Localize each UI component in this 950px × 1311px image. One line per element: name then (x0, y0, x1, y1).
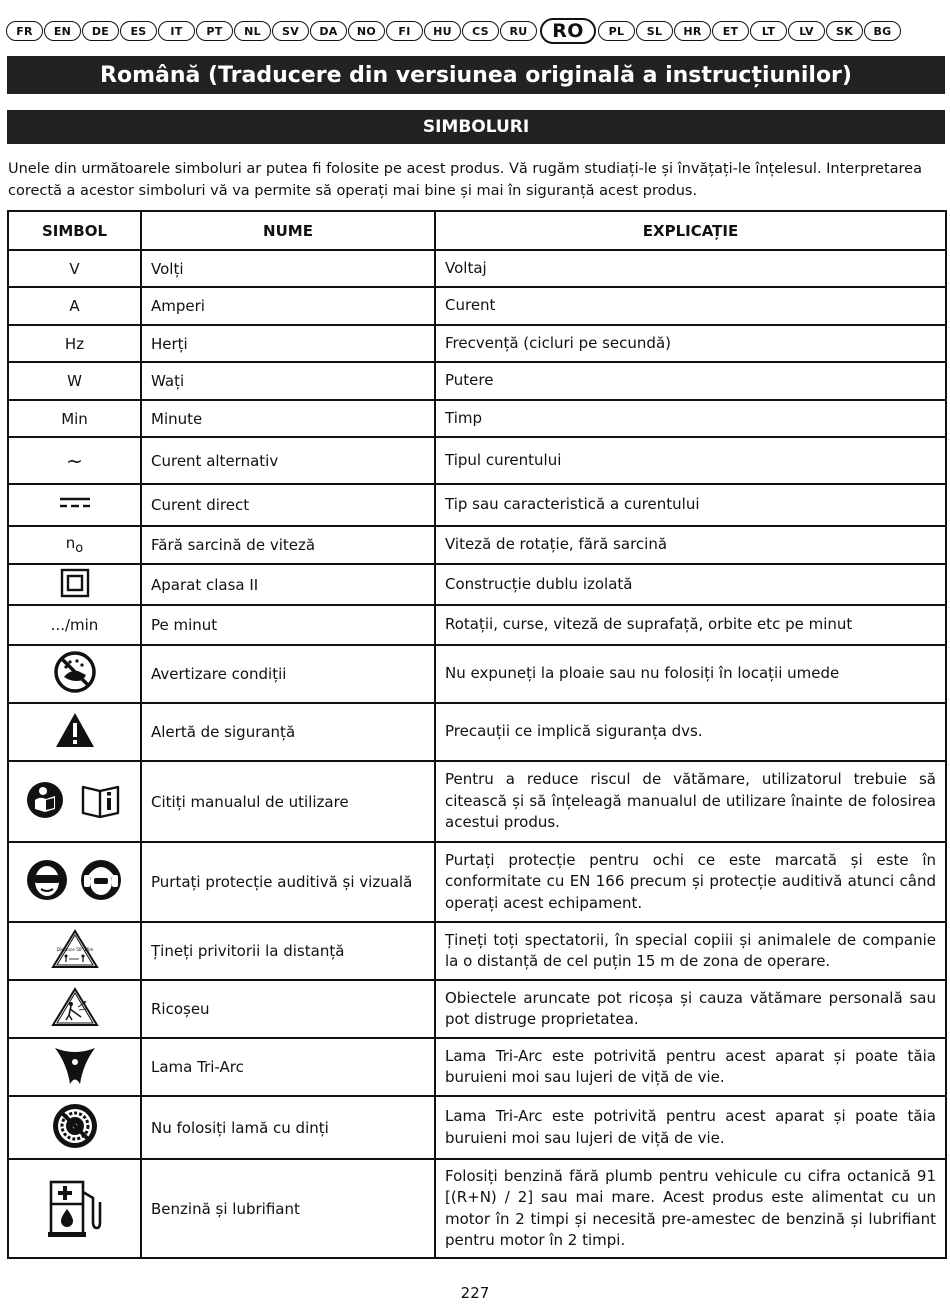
explanation-cell: Curent (435, 287, 946, 325)
symbol-cell (8, 1159, 141, 1258)
lang-lt[interactable]: LT (750, 21, 787, 41)
symbol-cell (8, 980, 141, 1038)
eye-ear-protection-icon (26, 859, 124, 901)
lang-pl[interactable]: PL (598, 21, 635, 41)
symbol-cell (8, 1096, 141, 1159)
name-cell: Lama Tri-Arc (141, 1038, 435, 1096)
warning-triangle-icon (55, 712, 95, 748)
lang-ru[interactable]: RU (500, 21, 537, 41)
lang-en[interactable]: EN (44, 21, 81, 41)
header-explanation: EXPLICAȚIE (435, 211, 946, 250)
table-row (8, 250, 946, 287)
tri-arc-blade-icon (52, 1042, 98, 1088)
no-load-speed-subscript: o (75, 541, 84, 556)
symbol-cell (8, 1038, 141, 1096)
symbol-cell: Min (8, 400, 141, 437)
lang-sv[interactable]: SV (272, 21, 309, 41)
symbol-cell: A (8, 287, 141, 325)
explanation-cell: Precauții ce implică siguranța dvs. (435, 703, 946, 761)
name-cell: Herți (141, 325, 435, 362)
lang-fi[interactable]: FI (386, 21, 423, 41)
explanation-cell: Tipul curentului (435, 437, 946, 484)
name-cell: Țineți privitorii la distanță (141, 922, 435, 980)
lang-de[interactable]: DE (82, 21, 119, 41)
name-cell: Purtați protecție auditivă și vizuală (141, 842, 435, 922)
explanation-cell: Nu expuneți la ploaie sau nu folosiți în locații umede (435, 645, 946, 703)
explanation-cell: Purtați protecție pentru ochi ce este marcată și este în conformitate cu EN 166 precum și protecție auditivă atunci când operați acest echipament. (435, 842, 946, 922)
symbol-cell (8, 703, 141, 761)
table-row (8, 980, 946, 1038)
table-row (8, 362, 946, 400)
explanation-cell: Putere (435, 362, 946, 400)
name-cell: Amperi (141, 287, 435, 325)
read-manual-icon (26, 781, 124, 819)
explanation-cell: Construcție dublu izolată (435, 564, 946, 605)
explanation-cell: Timp (435, 400, 946, 437)
direct-current-icon (58, 495, 92, 511)
no-rain-icon (53, 650, 97, 694)
table-row (8, 526, 946, 564)
explanation-cell: Voltaj (435, 250, 946, 287)
name-cell: Wați (141, 362, 435, 400)
name-cell: Pe minut (141, 605, 435, 645)
name-cell: Volți (141, 250, 435, 287)
table-row (8, 287, 946, 325)
lang-hu[interactable]: HU (424, 21, 461, 41)
symbol-cell (8, 526, 141, 564)
name-cell: Curent direct (141, 484, 435, 526)
symbol-cell: V (8, 250, 141, 287)
table-row (8, 400, 946, 437)
explanation-cell: Frecvență (cicluri pe secundă) (435, 325, 946, 362)
symbols-table (7, 210, 947, 1259)
symbol-cell: W (8, 362, 141, 400)
explanation-cell: Pentru a reduce riscul de vătămare, utilizatorul trebuie să citească și să înțeleagă manualul de utilizare înainte de folosirea acestui produs. (435, 761, 946, 842)
lang-lv[interactable]: LV (788, 21, 825, 41)
lang-nl[interactable]: NL (234, 21, 271, 41)
symbol-cell (8, 761, 141, 842)
explanation-cell: Folosiți benzină fără plumb pentru vehicule cu cifra octanică 91 [(R+N) / 2] sau mai mare. Acest produs este alimentat cu un motor în 2 timpi și necesită pre-amestec de benzină și lubrifiant pentru motor în 2 timpi. (435, 1159, 946, 1258)
name-cell: Ricoșeu (141, 980, 435, 1038)
name-cell: Aparat clasa II (141, 564, 435, 605)
header-name: NUME (141, 211, 435, 250)
page-title: Română (Traducere din versiunea originală a instrucțiunilor) (7, 56, 945, 94)
name-cell: Curent alternativ (141, 437, 435, 484)
lang-sl[interactable]: SL (636, 21, 673, 41)
language-selector (6, 18, 946, 44)
class-ii-icon (60, 568, 90, 598)
lang-bg[interactable]: BG (864, 21, 901, 41)
no-load-speed-symbol: n (65, 534, 76, 552)
symbol-cell: ~ (8, 437, 141, 484)
table-row (8, 922, 946, 980)
header-symbol: SIMBOL (8, 211, 141, 250)
table-row (8, 484, 946, 526)
symbol-cell (8, 842, 141, 922)
lang-es[interactable]: ES (120, 21, 157, 41)
lang-da[interactable]: DA (310, 21, 347, 41)
lang-ro-active[interactable]: RO (540, 18, 596, 44)
explanation-cell: Lama Tri-Arc este potrivită pentru acest aparat și poate tăia buruieni moi sau lujeri de viță de vie. (435, 1096, 946, 1159)
explanation-cell: Rotații, curse, viteză de suprafață, orbite etc pe minut (435, 605, 946, 645)
table-row (8, 564, 946, 605)
table-row (8, 761, 946, 842)
lang-sk[interactable]: SK (826, 21, 863, 41)
page-number: 227 (460, 1284, 490, 1302)
intro-text: Unele din următoarele simboluri ar putea fi folosite pe acest produs. Vă rugăm studiați-le și învățați-le înțelesul. Interpretarea corectă a acestor simboluri vă va permite să operați mai bine și mai în siguranță acest produs. (8, 161, 922, 199)
symbol-cell (8, 484, 141, 526)
explanation-cell: Obiectele aruncate pot ricoșa și cauza vătămare personală sau pot distruge proprietatea. (435, 980, 946, 1038)
fuel-oil-icon (48, 1176, 102, 1238)
name-cell: Citiți manualul de utilizare (141, 761, 435, 842)
table-row (8, 842, 946, 922)
name-cell: Alertă de siguranță (141, 703, 435, 761)
lang-it[interactable]: IT (158, 21, 195, 41)
table-row (8, 645, 946, 703)
symbol-cell: Hz (8, 325, 141, 362)
ricochet-icon (51, 987, 99, 1027)
table-row (8, 1159, 946, 1258)
section-title: SIMBOLURI (7, 110, 945, 144)
name-cell: Nu folosiți lamă cu dinți (141, 1096, 435, 1159)
table-row (8, 703, 946, 761)
no-toothed-blade-icon (51, 1102, 99, 1150)
symbol-cell: .../min (8, 605, 141, 645)
symbol-cell (8, 922, 141, 980)
table-row (8, 605, 946, 645)
symbol-cell (8, 645, 141, 703)
lang-hr[interactable]: HR (674, 21, 711, 41)
name-cell: Fără sarcină de viteză (141, 526, 435, 564)
lang-et[interactable]: ET (712, 21, 749, 41)
table-row (8, 1096, 946, 1159)
explanation-cell: Lama Tri-Arc este potrivită pentru acest aparat și poate tăia buruieni moi sau lujeri de viță de vie. (435, 1038, 946, 1096)
table-row (8, 1038, 946, 1096)
name-cell: Avertizare condiții (141, 645, 435, 703)
table-header-row (8, 211, 946, 250)
lang-cs[interactable]: CS (462, 21, 499, 41)
lang-pt[interactable]: PT (196, 21, 233, 41)
explanation-cell: Viteză de rotație, fără sarcină (435, 526, 946, 564)
explanation-cell: Tip sau caracteristică a curentului (435, 484, 946, 526)
lang-no[interactable]: NO (348, 21, 385, 41)
symbol-cell (8, 564, 141, 605)
lang-fr[interactable]: FR (6, 21, 43, 41)
name-cell: Benzină și lubrifiant (141, 1159, 435, 1258)
explanation-cell: Țineți toți spectatorii, în special copiii și animalele de companie la o distanță de cel puțin 15 m de zona de operare. (435, 922, 946, 980)
table-row (8, 325, 946, 362)
table-row (8, 437, 946, 484)
keep-distance-icon-text: Distance 50' 15m (56, 947, 93, 952)
keep-distance-icon (51, 929, 99, 969)
name-cell: Minute (141, 400, 435, 437)
